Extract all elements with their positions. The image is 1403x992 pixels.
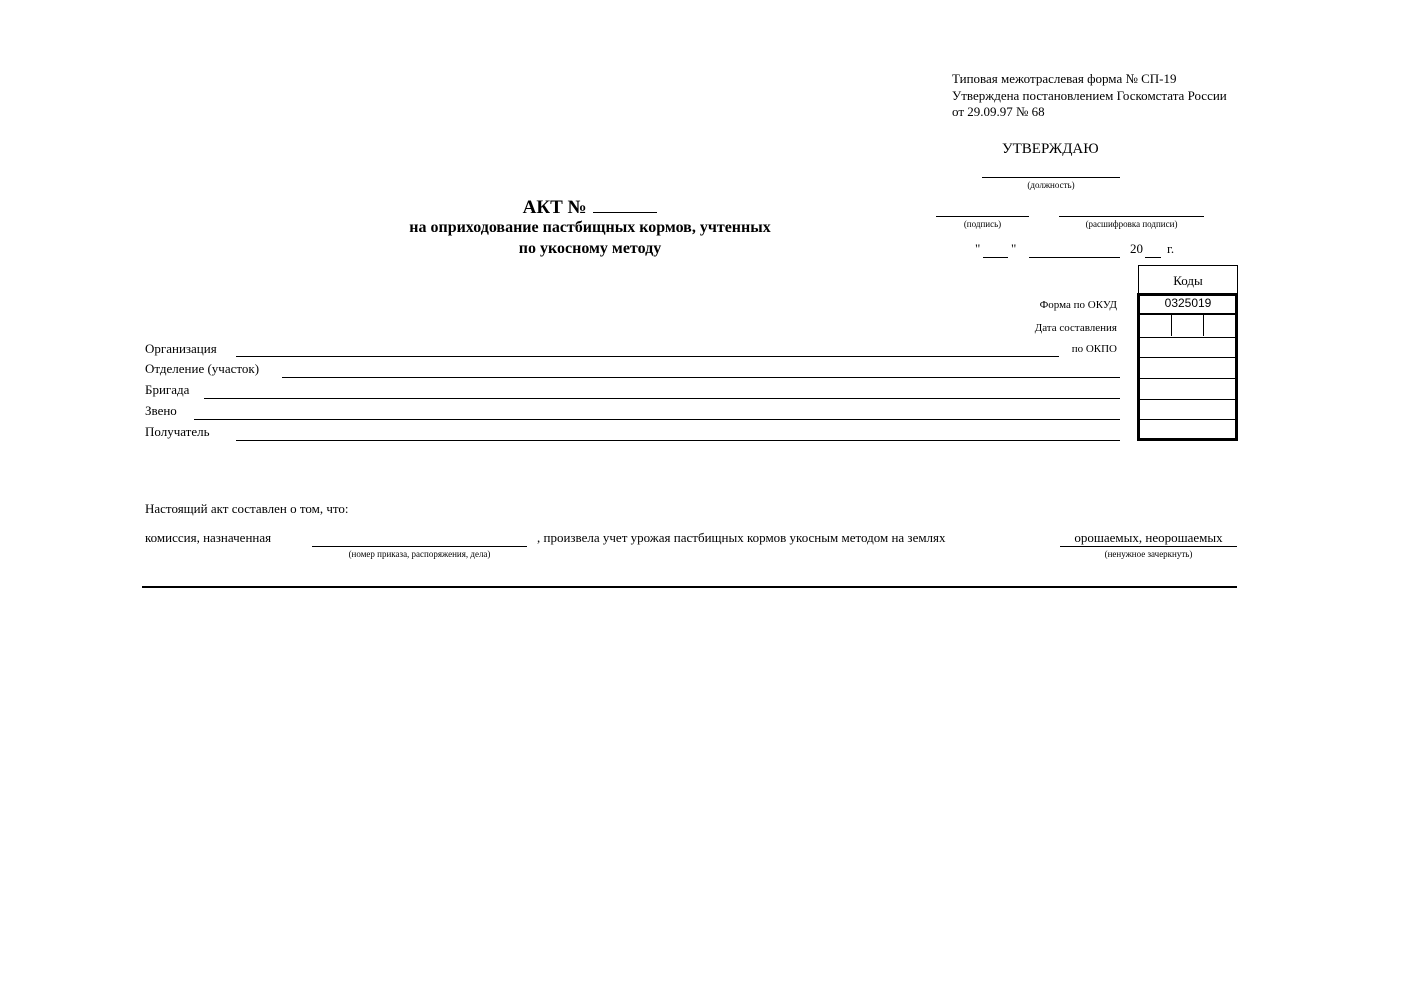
recipient-line <box>236 440 1120 441</box>
codes-header: Коды <box>1173 273 1203 288</box>
section-divider <box>142 586 1237 588</box>
codes-row-divider <box>1138 313 1237 315</box>
act-title-row <box>380 196 800 219</box>
department-line <box>282 377 1120 378</box>
brigade-line <box>204 398 1120 399</box>
codes-row-divider <box>1139 337 1236 338</box>
unit-input[interactable] <box>194 404 1120 418</box>
department-input[interactable] <box>282 362 1120 376</box>
codes-row-divider <box>1139 399 1236 400</box>
lands-text: орошаемых, неорошаемых <box>1074 530 1223 545</box>
approve-title: УТВЕРЖДАЮ <box>1002 141 1099 157</box>
recipient-label: Получатель <box>145 424 210 439</box>
intro-text: Настоящий акт составлен о том, что: <box>145 501 349 516</box>
brigade-label: Бригада <box>145 382 190 397</box>
commission-caption: (номер приказа, распоряжения, дела) <box>348 549 491 559</box>
organization-input[interactable] <box>236 341 1059 355</box>
signature-input[interactable] <box>936 201 1029 215</box>
quote-close: " <box>1011 241 1017 256</box>
organization-label: Организация <box>145 341 217 356</box>
position-input[interactable] <box>982 162 1120 176</box>
unit-label: Звено <box>145 403 177 418</box>
year-line <box>1145 257 1161 258</box>
codes-header-cell <box>1138 265 1238 295</box>
position-line <box>982 177 1120 178</box>
okpo-label: по ОКПО <box>1071 343 1117 355</box>
brigade-input[interactable] <box>204 383 1120 397</box>
codes-row-divider <box>1139 357 1236 358</box>
year-suffix: г. <box>1167 241 1175 256</box>
quote-open: " <box>975 241 981 256</box>
month-line <box>1029 257 1120 258</box>
position-caption: (должность) <box>1027 180 1075 190</box>
signature-caption: (подпись) <box>963 219 1002 229</box>
signature-decode-input[interactable] <box>1059 201 1204 215</box>
unit-line <box>194 419 1120 420</box>
lands-caption: (ненужное зачеркнуть) <box>1104 549 1193 559</box>
okud-label: Форма по ОКУД <box>1039 299 1117 311</box>
day-line <box>983 257 1008 258</box>
produced-text: , произвела учет урожая пастбищных кормов укосным методом на землях <box>537 530 946 545</box>
organization-line <box>236 356 1059 357</box>
date-label: Дата составления <box>1034 322 1117 334</box>
act-subtitle-2: по укосному методу <box>518 240 662 257</box>
act-number-line[interactable] <box>593 196 657 213</box>
date-cell-divider <box>1203 315 1204 336</box>
commission-label: комиссия, назначенная <box>145 530 272 545</box>
day-input[interactable] <box>983 242 1008 256</box>
year-input[interactable] <box>1145 242 1161 256</box>
department-label: Отделение (участок) <box>145 361 260 376</box>
date-cell-divider <box>1171 315 1172 336</box>
form-date-line: от 29.09.97 № 68 <box>952 104 1045 119</box>
form-approved-line: Утверждена постановлением Госкомстата России <box>952 88 1227 103</box>
commission-line <box>312 546 527 547</box>
recipient-input[interactable] <box>236 425 1120 439</box>
commission-input[interactable] <box>312 531 527 545</box>
codes-row-divider <box>1139 378 1236 379</box>
act-subtitle-1: на оприходование пастбищных кормов, учтенных <box>409 219 771 236</box>
okud-value: 0325019 <box>1164 296 1212 310</box>
year-prefix: 20 <box>1130 241 1143 256</box>
month-input[interactable] <box>1029 242 1120 256</box>
signature-decode-line <box>1059 216 1204 217</box>
codes-row-divider <box>1139 419 1236 420</box>
signature-line <box>936 216 1029 217</box>
lands-line <box>1060 546 1237 547</box>
form-type-line: Типовая межотраслевая форма № СП-19 <box>952 71 1177 86</box>
signature-decode-caption: (расшифровка подписи) <box>1085 219 1178 229</box>
act-title: АКТ № <box>522 197 587 218</box>
